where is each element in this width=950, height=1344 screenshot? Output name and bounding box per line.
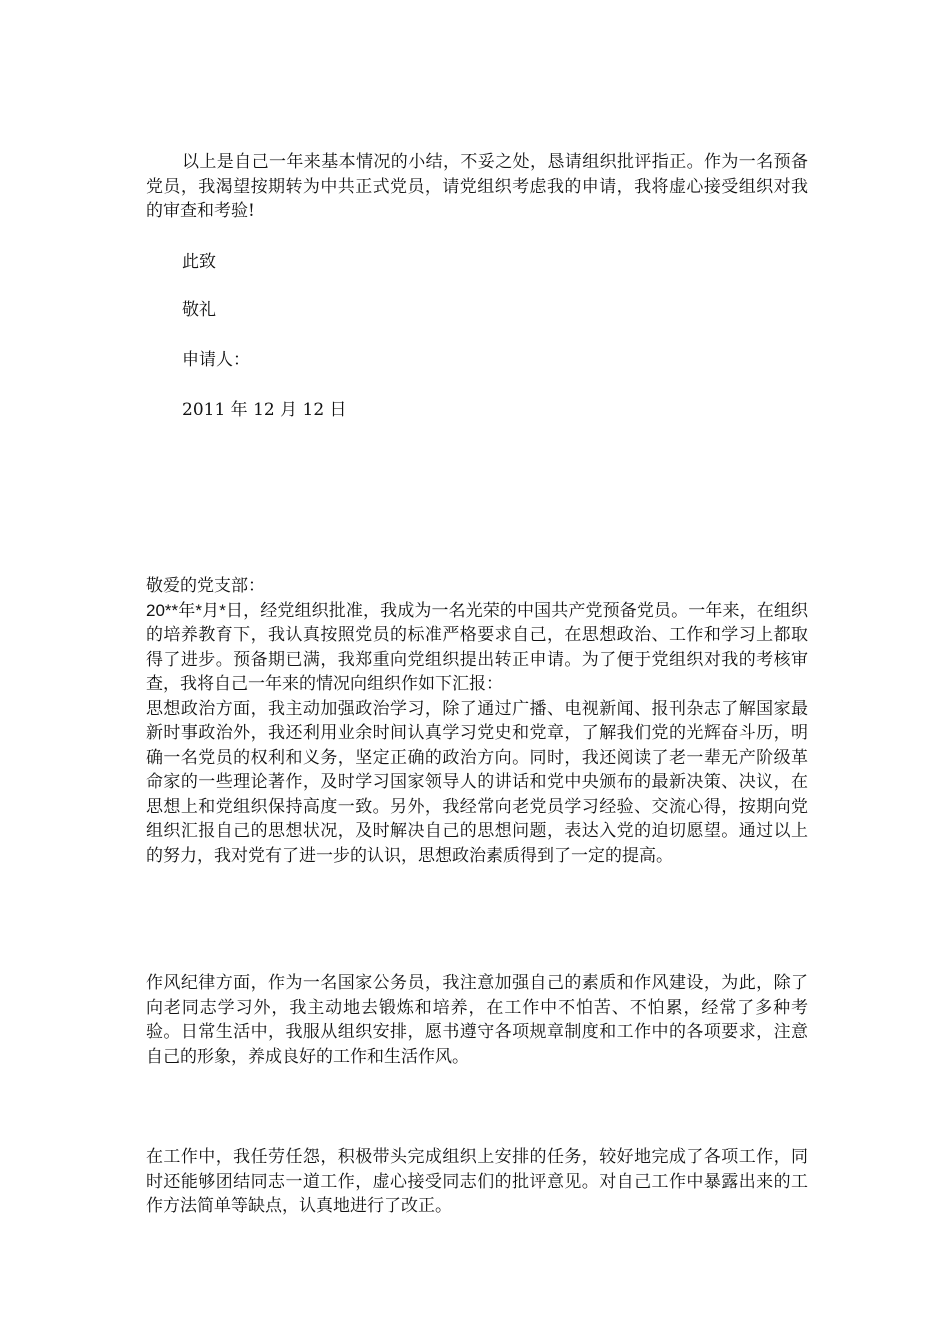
closing-paragraph: 以上是自己一年来基本情况的小结，不妥之处，恳请组织批评指正。作为一名预备党员，我渴望按期转为中共正式党员，请党组织考虑我的申请，我将虚心接受组织对我的审查和考验! [146,152,808,221]
work-block [146,1145,808,1219]
application-date: 2011 年 12 月 12 日 [182,400,347,420]
discipline-paragraph: 作风纪律方面，作为一名国家公务员，我注意加强自己的素质和作风建设，为此，除了向老同志学习外，我主动地去锻炼和培养，在工作中不怕苦、不怕累，经常了多种考验。日常生活中，我服从组织安排，愿书遵守各项规章制度和工作中的各项要求，注意自己的形象，养成良好的工作和生活作风。 [146,973,808,1067]
intro-paragraph [146,599,808,697]
salutation-cizhi: 此致 [182,252,216,272]
intro-text: ，经党组织批准，我成为一名光荣的中国共产党预备党员。一年来，在组织的培养教育下，我认真按照党员的标准严格要求自己，在思想政治、工作和学习上都取得了进步。预备期已满，我郑重向党组织提出转正申请。为了便于党组织对我的考核审查，我将自己一年来的情况向组织作如下汇报： [146,600,809,694]
applicant-label: 申请人： [182,350,250,370]
ideology-paragraph: 思想政治方面，我主动加强政治学习，除了通过广播、电视新闻、报刊杂志了解国家最新时事政治外，我还利用业余时间认真学习党史和党章，了解我们党的光辉奋斗历，明确一名党员的权利和义务，坚定正确的政治方向。同时，我还阅读了老一辈无产阶级革命家的一些理论著作，及时学习国家领导人的讲话和党中央颁布的最新决策、决议，在思想上和党组织保持高度一致。另外，我经常向老党员学习经验、交流心得，按期向党组织汇报自己的思想状况，及时解决自己的思想问题，表达入党的迫切愿望。通过以上的努力，我对党有了进一步的认识，思想政治素质得到了一定的提高。 [146,698,808,866]
closing-paragraph-block [146,150,808,224]
greeting: 敬爱的党支部： [146,576,265,596]
discipline-block [146,971,808,1069]
intro-date: 20**年*月*日 [146,600,244,620]
salutation-jingli: 敬礼 [182,300,216,320]
work-paragraph: 在工作中，我任劳任怨，积极带头完成组织上安排的任务，较好地完成了各项工作，同时还能够团结同志一道工作，虚心接受同志们的批评意见。对自己工作中暴露出来的工作方法简单等缺点，认真地进行了改正。 [146,1147,808,1216]
report-body [146,574,808,868]
